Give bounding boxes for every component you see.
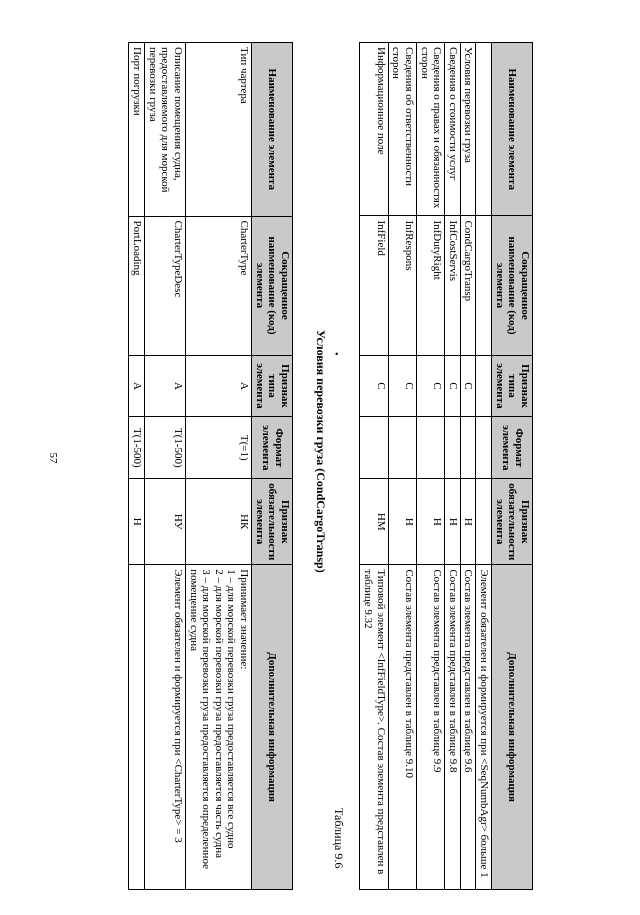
- cell-type: А: [185, 355, 251, 417]
- cell-name: [476, 43, 492, 216]
- col-header-code: Сокращенное наименование (код) элемента: [252, 216, 293, 355]
- table-row: [129, 43, 145, 890]
- cell-format: Т(1-500): [144, 417, 185, 479]
- cell-code: InfDutyRight: [416, 216, 444, 355]
- cell-format: [476, 417, 492, 479]
- cell-info: Типовой элемент <InfFieldType>. Состав элемента представлен в таблице 9.32: [360, 565, 388, 890]
- cell-info: Состав элемента представлен в таблице 9.8: [445, 565, 461, 890]
- cell-required: НК: [185, 479, 251, 565]
- cell-format: [388, 417, 416, 479]
- cell-code: CharterType: [185, 216, 251, 355]
- cell-type: С: [388, 355, 416, 417]
- info-line: 3 – для морской перевозки груза предоставляется определенное помещение судна: [187, 569, 213, 869]
- cell-type: А: [144, 355, 185, 417]
- cell-info: [129, 565, 145, 890]
- cell-code: InfField: [360, 216, 388, 355]
- cell-required: Н: [129, 479, 145, 565]
- col-header-type: Признак типа элемента: [492, 355, 533, 417]
- cell-required: НУ: [144, 479, 185, 565]
- cell-code: CondCargoTransp: [460, 216, 476, 355]
- cell-info: Элемент обязателен и формируется при <CharterType> = 3: [144, 565, 185, 890]
- cell-code: CharterTypeDesc: [144, 216, 185, 355]
- table-row: [144, 43, 185, 890]
- cell-name: Условия перевозки груза: [460, 43, 476, 216]
- cell-type: С: [360, 355, 388, 417]
- col-header-required: Признак обязательности элемента: [492, 479, 533, 565]
- table-row: [445, 43, 461, 890]
- cell-required: Н: [388, 479, 416, 565]
- table-row: [476, 43, 492, 890]
- table-1-header-row: [492, 43, 533, 890]
- table-row: [416, 43, 444, 890]
- col-header-type: Признак типа элемента: [252, 355, 293, 417]
- col-header-name: Наименование элемента: [492, 43, 533, 216]
- cell-info: Элемент обязателен и формируется при <SeqNumbAgr> больше 1: [476, 565, 492, 890]
- cell-type: [476, 355, 492, 417]
- table-2-title: Условия перевозки груза (CondCargoTransp): [314, 330, 328, 573]
- bullet-dot: •: [330, 352, 341, 356]
- cell-format: [360, 417, 388, 479]
- cell-code: [476, 216, 492, 355]
- cell-code: PortLoading: [129, 216, 145, 355]
- info-line: 1 – для морской перевозки груза предоставляется все судно: [225, 569, 238, 849]
- table-row: [360, 43, 388, 890]
- cell-code: InfRespons: [388, 216, 416, 355]
- table-row: [388, 43, 416, 890]
- table-row: [185, 43, 251, 890]
- cell-name: Информационное поле: [360, 43, 388, 216]
- cell-format: [416, 417, 444, 479]
- col-header-info: Дополнительная информация: [492, 565, 533, 890]
- page-number: 57: [47, 452, 59, 464]
- cell-format: [460, 417, 476, 479]
- info-lines: [187, 569, 250, 885]
- table-2-label: Таблица 9.6: [332, 808, 346, 869]
- cell-name: Описание помещения судна, предоставляемого для морской перевозки груза: [144, 43, 185, 217]
- cell-info: Состав элемента представлен в таблице 9.10: [388, 565, 416, 890]
- col-header-name: Наименование элемента: [252, 43, 293, 217]
- cell-required: [476, 479, 492, 565]
- cell-info-multiline: [185, 565, 251, 890]
- info-line: 2 – для морской перевозки груза предоставляется часть судна: [212, 569, 225, 858]
- cell-required: Н: [460, 479, 476, 565]
- table-1: [359, 42, 533, 890]
- col-header-format: Формат элемента: [252, 417, 293, 479]
- cell-format: Т(1-500): [129, 417, 145, 479]
- cell-required: Н: [416, 479, 444, 565]
- cell-name: Тип чартера: [185, 43, 251, 217]
- table-2: [128, 42, 293, 890]
- table-row: [460, 43, 476, 890]
- cell-info: Состав элемента представлен в таблице 9.6: [460, 565, 476, 890]
- cell-type: С: [460, 355, 476, 417]
- cell-code: InfCostServis: [445, 216, 461, 355]
- cell-type: А: [129, 355, 145, 417]
- cell-type: С: [445, 355, 461, 417]
- cell-format: Т(=1): [185, 417, 251, 479]
- cell-name: Сведения об ответственности сторон: [388, 43, 416, 216]
- cell-required: Н: [445, 479, 461, 565]
- cell-name: Порт погрузки: [129, 43, 145, 217]
- cell-type: С: [416, 355, 444, 417]
- cell-name: Сведения о правах и обязанностях сторон: [416, 43, 444, 216]
- cell-required: НМ: [360, 479, 388, 565]
- table-2-header-row: [252, 43, 293, 890]
- col-header-format: Формат элемента: [492, 417, 533, 479]
- info-line: Принимает значение:: [238, 569, 251, 670]
- col-header-required: Признак обязательности элемента: [252, 479, 293, 565]
- cell-name: Сведения о стоимости услуг: [445, 43, 461, 216]
- col-header-info: Дополнительная информация: [252, 565, 293, 890]
- col-header-code: Сокращенное наименование (код) элемента: [492, 216, 533, 355]
- cell-info: Состав элемента представлен в таблице 9.9: [416, 565, 444, 890]
- cell-format: [445, 417, 461, 479]
